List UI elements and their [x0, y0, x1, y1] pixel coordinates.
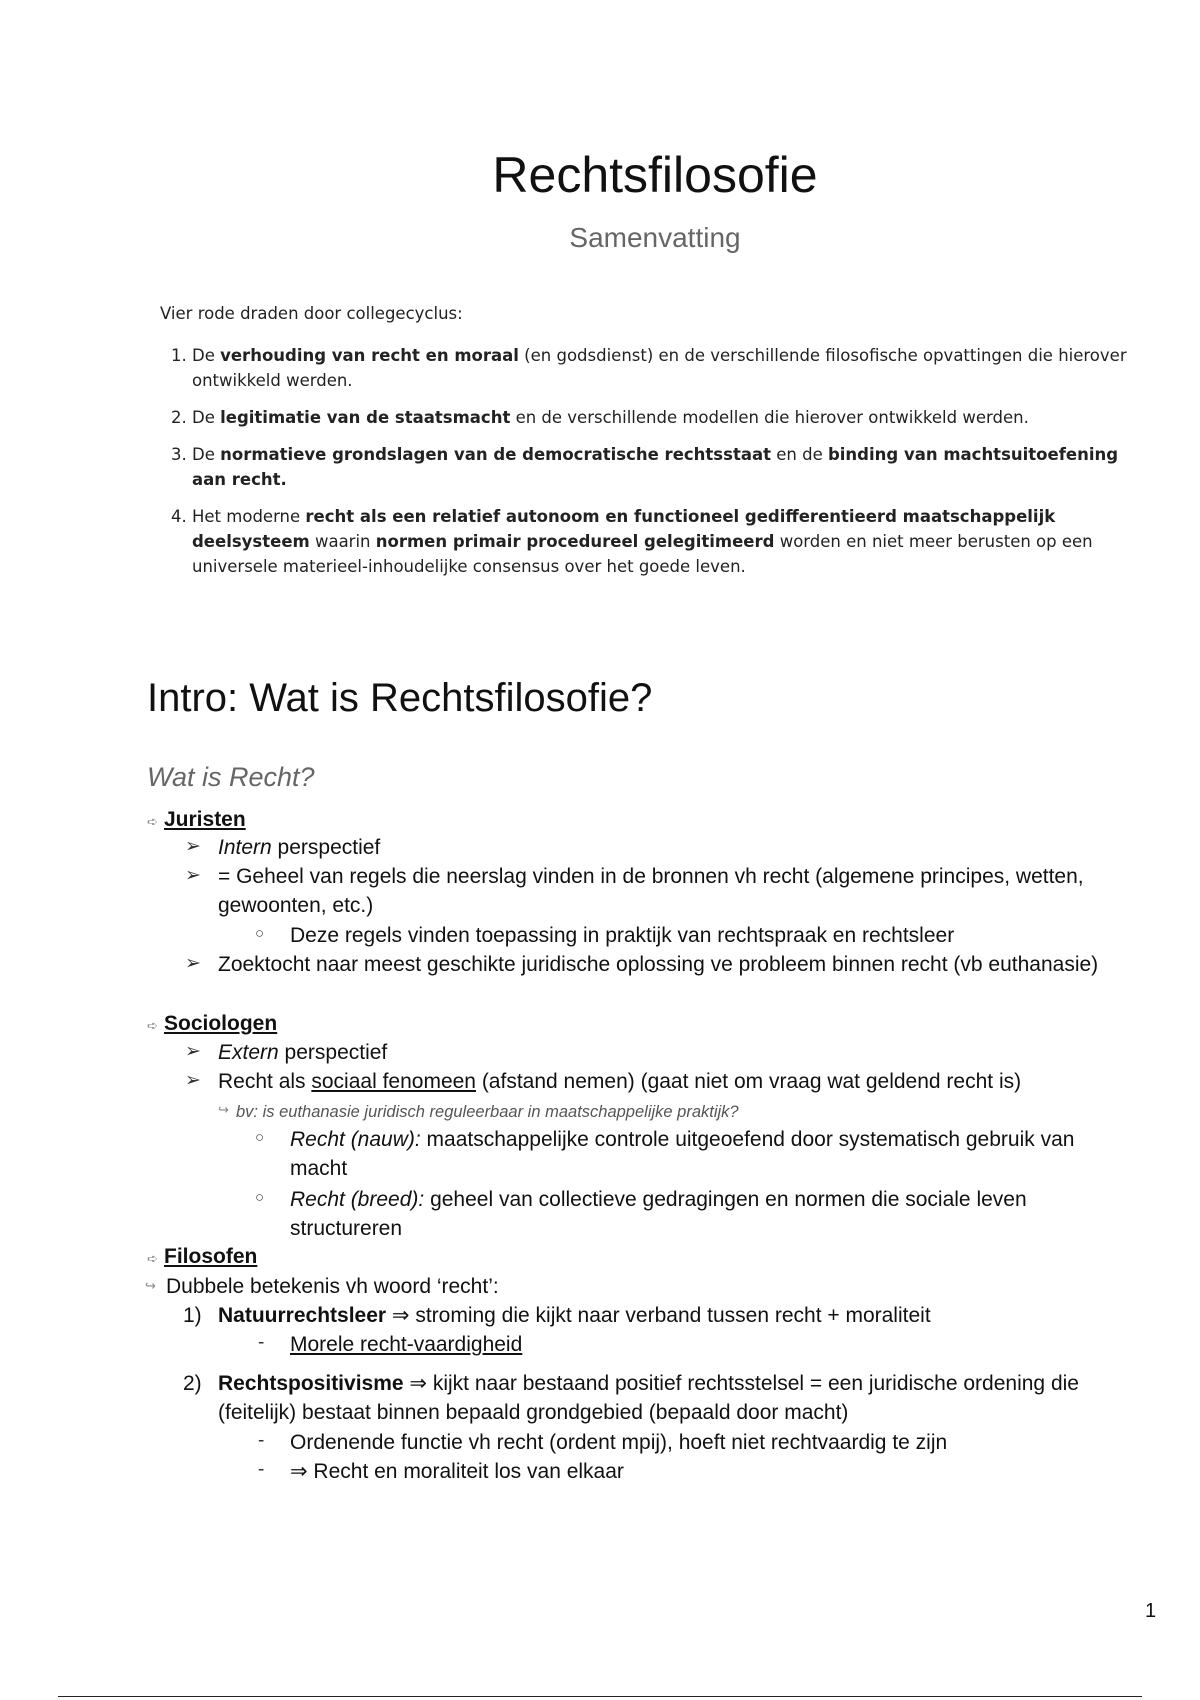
sociologen-subpoint-1: Recht (nauw): maatschappelijke controle uitgeoefend door systematisch gebruik van: [290, 1128, 1075, 1151]
natuurrecht-point: Natuurrechtsleer ⇒ stroming die kijkt naar verband tussen recht + moraliteit: [218, 1304, 931, 1327]
text: De: [192, 346, 221, 365]
bold-text: binding van machtsuitoefening aan recht.: [192, 445, 1119, 489]
arrowhead-bullet-icon: ➢: [185, 1041, 201, 1062]
return-arrow-icon: ↪: [218, 1102, 229, 1117]
rode-draden-block: [160, 304, 1140, 591]
rechtspositivisme-sub-2: ⇒ Recht en moraliteit los van elkaar: [290, 1460, 624, 1483]
arrowhead-bullet-icon: ➢: [185, 953, 201, 974]
circle-bullet-icon: ○: [255, 1189, 265, 1206]
footer-rule: [58, 1696, 1142, 1697]
text: en de verschillende modellen die hierover ontwikkeld werden.: [510, 408, 1029, 427]
rode-draden-intro: Vier rode draden door collegecyclus:: [160, 304, 463, 323]
arrowhead-bullet-icon: ➢: [185, 865, 201, 886]
bold-text: normatieve grondslagen van de democratische rechtsstaat: [220, 445, 771, 464]
sociologen-label: Sociologen: [164, 1012, 278, 1035]
hollow-arrow-icon: ➪: [147, 1251, 158, 1266]
rode-draad-item: [192, 504, 1140, 579]
document-title: Rechtsfilosofie: [492, 147, 818, 203]
numbered-2: 2): [183, 1372, 202, 1395]
dash-bullet-icon: -: [258, 1459, 265, 1480]
dubbele-betekenis: Dubbele betekenis vh woord ‘recht’:: [166, 1275, 499, 1298]
rode-draad-item: [192, 442, 1140, 492]
rechtspositivisme-sub-1: Ordenende functie vh recht (ordent mpij), hoeft niet rechtvaardig te zijn: [290, 1431, 948, 1454]
bold-text: normen primair procedureel gelegitimeerd: [375, 532, 775, 551]
sociologen-point-1: Extern perspectief: [218, 1041, 388, 1064]
text: De: [192, 445, 221, 464]
rode-draad-item: [192, 405, 1140, 430]
juristen-label: Juristen: [164, 808, 246, 831]
sociologen-note: bv: is euthanasie juridisch reguleerbaar in maatschappelijke praktijk?: [236, 1103, 739, 1121]
rode-draden-list: [160, 343, 1140, 579]
rechtspositivisme-point: Rechtspositivisme ⇒ kijkt naar bestaand positief rechtsstelsel = een juridische ordening die: [218, 1372, 1079, 1395]
juristen-point-2-cont: gewoonten, etc.): [218, 894, 374, 917]
rechtspositivisme-point-cont: (feitelijk) bestaat binnen bepaald grondgebied (bepaald door macht): [218, 1401, 849, 1424]
hollow-arrow-icon: ➪: [147, 1018, 158, 1033]
text: De: [192, 408, 221, 427]
juristen-point-1: Intern perspectief: [218, 836, 381, 859]
text: Het moderne: [192, 507, 306, 526]
bold-text: verhouding van recht en moraal: [220, 346, 519, 365]
text: waarin: [309, 532, 376, 551]
sociologen-point-2: Recht als sociaal fenomeen (afstand nemen) (gaat niet om vraag wat geldend recht is): [218, 1070, 1022, 1093]
filosofen-label: Filosofen: [164, 1245, 258, 1268]
circle-bullet-icon: ○: [255, 925, 265, 942]
circle-bullet-icon: ○: [255, 1129, 265, 1146]
bold-text: recht als een relatief autonoom en functioneel gedifferentieerd maatschappelijk deelsysteem: [192, 507, 1056, 551]
natuurrecht-sub: Morele recht-vaardigheid: [290, 1333, 523, 1356]
numbered-1: 1): [183, 1304, 202, 1327]
juristen-subpoint: Deze regels vinden toepassing in praktijk van rechtspraak en rechtsleer: [290, 924, 955, 947]
section-heading: Intro: Wat is Rechtsfilosofie?: [147, 676, 653, 720]
page-number: 1: [1145, 1600, 1157, 1622]
text: (en godsdienst) en de verschillende filosofische opvattingen die hierover ontwikkeld werden.: [192, 346, 1127, 390]
dash-bullet-icon: -: [258, 1332, 265, 1353]
sociologen-subpoint-2-cont: structureren: [290, 1217, 403, 1240]
juristen-point-2: = Geheel van regels die neerslag vinden in de bronnen vh recht (algemene principes, wetten,: [218, 865, 1084, 888]
document-subtitle: Samenvatting: [569, 222, 741, 253]
hollow-arrow-icon: ➪: [147, 814, 158, 829]
return-arrow-icon: ↪: [145, 1278, 156, 1293]
dash-bullet-icon: -: [258, 1430, 265, 1451]
text: worden en niet meer berusten op een universele materieel-inhoudelijke consensus over het goede leven.: [192, 532, 1093, 576]
text: en de: [771, 445, 828, 464]
juristen-point-3: Zoektocht naar meest geschikte juridische oplossing ve probleem binnen recht (vb euthanasie): [218, 953, 1099, 976]
arrowhead-bullet-icon: ➢: [185, 836, 201, 857]
sociologen-subpoint-1-cont: macht: [290, 1157, 348, 1180]
sociologen-subpoint-2: Recht (breed): geheel van collectieve gedragingen en normen die sociale leven: [290, 1188, 1027, 1211]
rode-draad-item: [192, 343, 1140, 393]
bold-text: legitimatie van de staatsmacht: [220, 408, 511, 427]
subsection-heading: Wat is Recht?: [147, 762, 315, 792]
arrowhead-bullet-icon: ➢: [185, 1070, 201, 1091]
